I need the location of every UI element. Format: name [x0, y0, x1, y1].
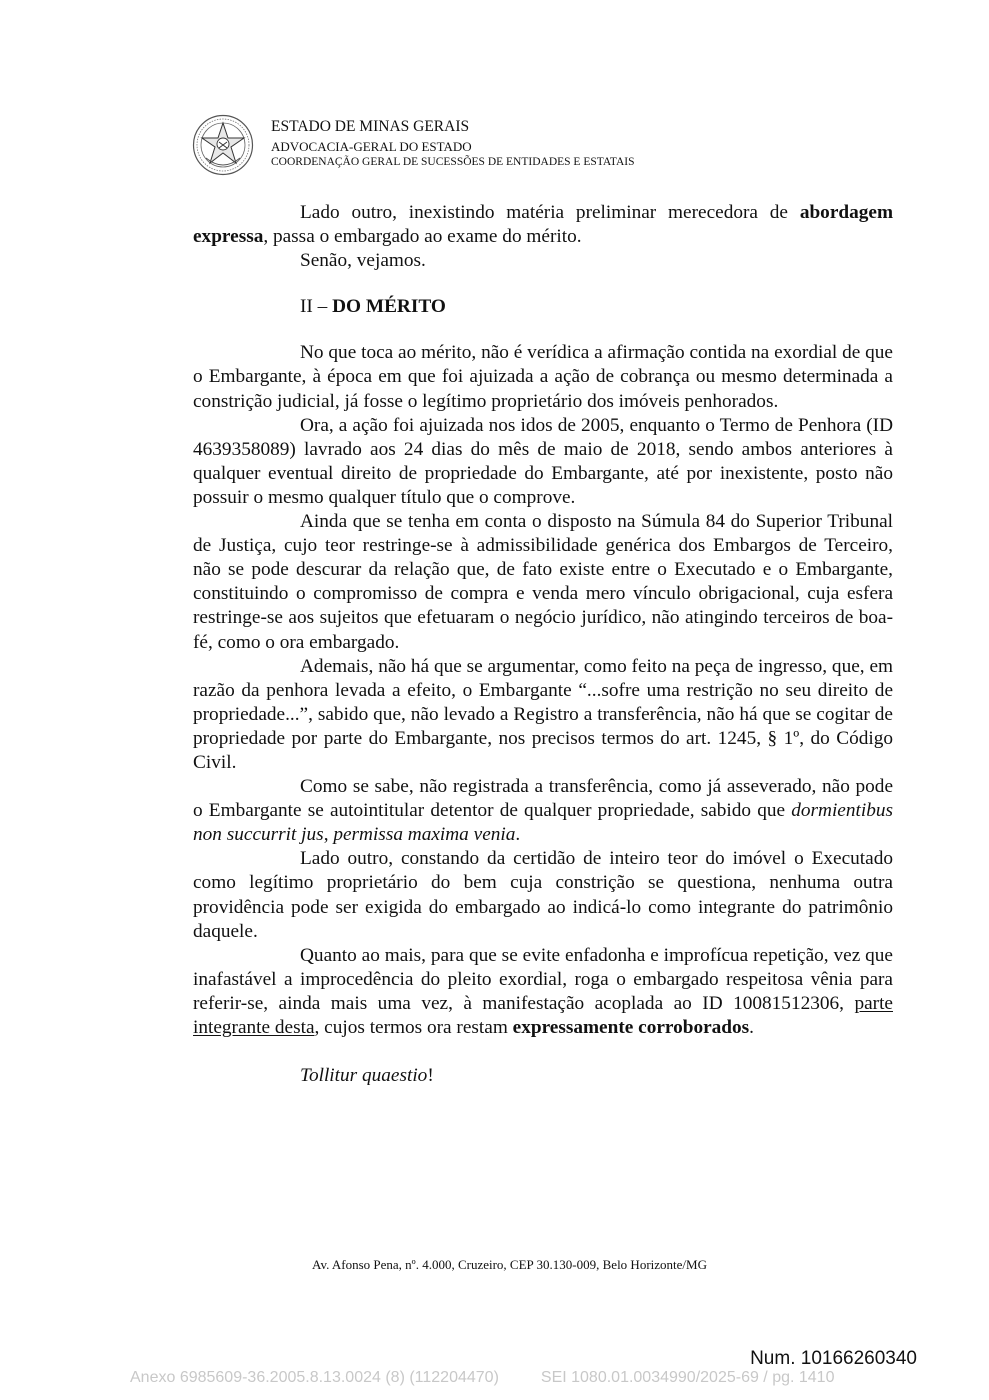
text-run: , passa o embargado ao exame do mérito. [263, 226, 582, 248]
paragraph-merit-7 [193, 944, 893, 1040]
paragraph-merit-1: No que toca ao mérito, não é verídica a afirmação contida na exordial de que o Embargante, à época em que foi ajuizada a ação de cobrança ou mesmo determinada a constrição judicial, já fosse o legítimo proprietário dos imóveis penhorados. [193, 342, 893, 412]
bold-text: expressamente corroborados [512, 1017, 750, 1038]
paragraph-merit-2: Ora, a ação foi ajuizada nos idos de 2005, enquanto o Termo de Penhora (ID 4639358089) lavrado aos 24 dias do mês de maio de 2018, sendo ambos anteriores à qualquer eventual direito de propriedade do Embargante, até por inexistente, posto não possuir o mesmo qualquer título que o comprove. [193, 414, 893, 508]
bold-text: abordagem expressa [193, 202, 893, 248]
stamp-sei: SEI 1080.01.0034990/2025-69 / pg. 1410 [540, 1369, 835, 1386]
paragraph-merit-5 [193, 775, 893, 847]
paragraph-merit-4: Ademais, não há que se argumentar, como feito na peça de ingresso, que, em razão da penhora levada a efeito, o Embargante “...sofre uma restrição no seu direito de propriedade...”, sabido que, não levado a Registro a transferência, não há que se cogitar de propriedade por parte do Embargante, nos precisos termos do art. 1245, § 1º, do Código Civil. [193, 655, 893, 773]
heading-prefix: II – [300, 296, 333, 318]
closing-phrase [193, 1064, 893, 1088]
text-run: Como se sabe, não registrada a transferência, como já asseverado, não pode o Embargante se autointitular detentor de qualquer propriedade, sabido que [193, 776, 893, 822]
document-number: Num. 10166260340 [750, 1348, 917, 1369]
stamp-annex: Anexo 6985609-36.2005.8.13.0024 (8) (112204470) [130, 1369, 499, 1386]
italic-text: Tollitur quaestio [300, 1065, 428, 1087]
underlined-text: parte integrante desta [193, 992, 893, 1038]
paragraph-intro [193, 201, 893, 249]
paragraph-merit-6: Lado outro, constando da certidão de inteiro teor do imóvel o Executado como legítimo proprietário do bem cuja constrição se questiona, nenhuma outra providência pode ser exigida do embargado ao indicá-lo como integrante do patrimônio daquele. [193, 848, 893, 942]
section-heading [193, 295, 893, 319]
italic-text: permissa maxima venia [333, 824, 516, 846]
document-body [193, 201, 893, 1088]
text-run: ! [427, 1065, 434, 1087]
header-agency-name: ADVOCACIA-GERAL DO ESTADO [271, 139, 472, 154]
text-run: , [323, 824, 334, 846]
watermark-stamp [130, 1369, 834, 1387]
header-state-name: ESTADO DE MINAS GERAIS [271, 118, 470, 135]
text-run: , cujos termos ora restam [314, 1017, 513, 1038]
text-run: . [515, 824, 521, 846]
footer-address: Av. Afonso Pena, nº. 4.000, Cruzeiro, CEP 30.130-009, Belo Horizonte/MG [312, 1257, 707, 1272]
heading-title: DO MÉRITO [332, 296, 446, 318]
text-run: . [749, 1017, 754, 1038]
paragraph-transition: Senão, vejamos. [300, 250, 426, 272]
text-run: Lado outro, inexistindo matéria preliminar merecedora de [300, 202, 800, 223]
paragraph-merit-3: Ainda que se tenha em conta o disposto na Súmula 84 do Superior Tribunal de Justiça, cujo teor restringe-se à admissibilidade genérica dos Embargos de Terceiro, não se pode descurar da relação que, de fato existe entre o Executado e o Embargante, constituindo o compromisso de compra e venda mero vínculo obrigacional, cuja esfera restringe-se aos sujeitos que efetuaram o negócio jurídico, não atingindo terceiros de boa-fé, como o ora embargado. [193, 511, 893, 653]
italic-text: dormientibus non succurrit jus [193, 800, 893, 846]
coat-of-arms-seal-icon [192, 114, 254, 176]
text-run: Quanto ao mais, para que se evite enfadonha e improfícua repetição, vez que inafastável a improcedência do pleito exordial, roga o embargado respeitosa vênia para referir-se, ainda mais uma vez, à manifestação acoplada ao ID 10081512306, [193, 944, 893, 1014]
header-department-name: COORDENAÇÃO GERAL DE SUCESSÕES DE ENTIDADES E ESTATAIS [271, 156, 635, 168]
